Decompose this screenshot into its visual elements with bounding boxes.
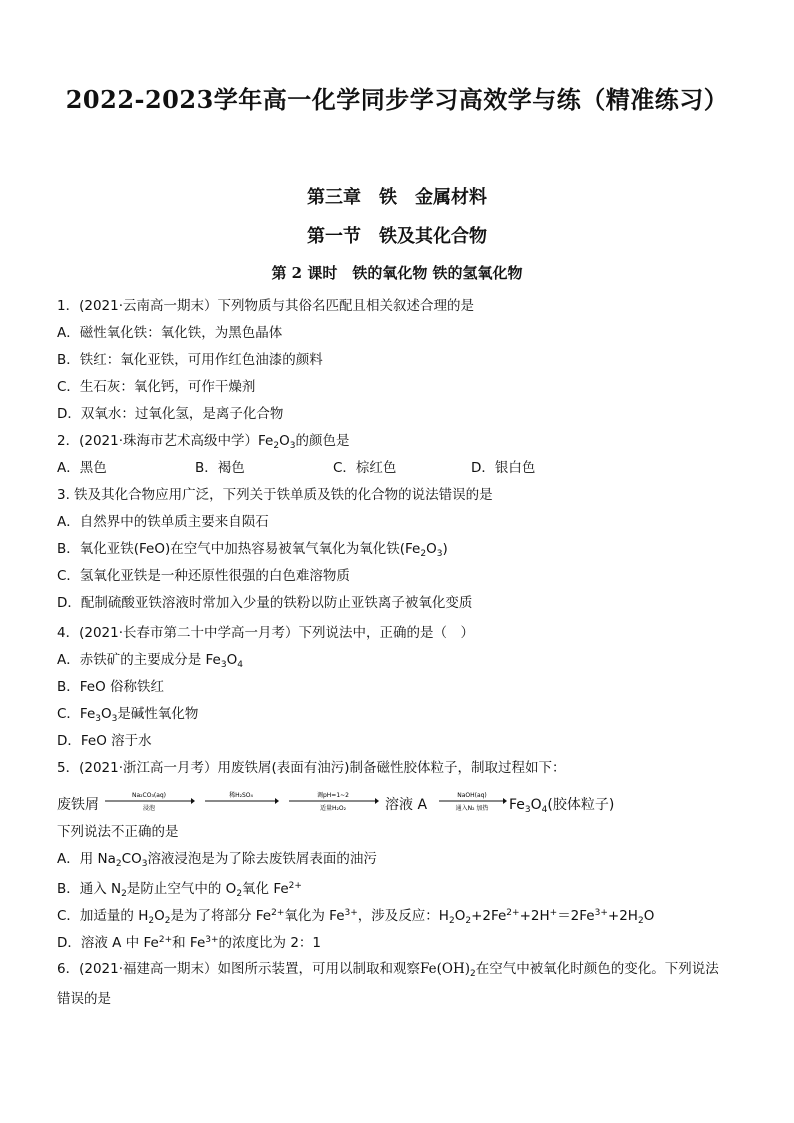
q4-option-d: D．FeO 溶于水 bbox=[57, 733, 152, 749]
lesson-heading: 第 2 课时 铁的氧化物 铁的氢氧化物 bbox=[271, 264, 523, 282]
q5-sub-stem: 下列说法不正确的是 bbox=[57, 824, 179, 840]
flow-arrow-2 bbox=[203, 787, 279, 815]
q5-option-b: B．通入 $N_2$是防止空气中的 $O_2$氧化 $Fe^{2+}$ bbox=[57, 881, 302, 899]
arrow-4-bottom-label: 通入N₂ 加热 bbox=[455, 805, 489, 812]
q2-option-c: C．棕红色 bbox=[333, 460, 397, 476]
q4-option-c: C．$Fe_3O_3$是碱性氧化物 bbox=[57, 706, 199, 724]
q5-option-a: A．用 $Na_2CO_3$溶液浸泡是为了除去废铁屑表面的油污 bbox=[57, 851, 377, 869]
q1-option-c: C．生石灰：氧化钙，可作干燥剂 bbox=[57, 379, 256, 395]
q1-stem: 1．(2021·云南高一期末）下列物质与其俗名匹配且相关叙述合理的是 bbox=[57, 298, 475, 314]
q3-stem: 3. 铁及其化合物应用广泛，下列关于铁单质及铁的化合物的说法错误的是 bbox=[57, 487, 493, 503]
arrow-1-bottom-label: 浸泡 bbox=[142, 805, 156, 812]
q6-stem: 6．(2021·福建高一期末）如图所示装置，可用以制取和观察$Fe(OH)_2$在空气中被氧化时颜色的变化。下列说法 bbox=[57, 961, 719, 979]
q1-option-d: D．双氧水：过氧化氢，是离子化合物 bbox=[57, 406, 284, 422]
flow-arrow-1 bbox=[103, 787, 195, 815]
q2-options bbox=[57, 459, 757, 477]
q5-process-flow bbox=[57, 787, 757, 815]
q2-option-b: B．褐色 bbox=[195, 460, 245, 476]
flow-start: 废铁屑 bbox=[57, 797, 99, 813]
q2-option-d: D．银白色 bbox=[471, 460, 536, 476]
chapter-heading: 第三章 铁 金属材料 bbox=[307, 187, 487, 208]
q4-stem: 4．(2021·长春市第二十中学高一月考）下列说法中，正确的是（ ） bbox=[57, 625, 475, 641]
arrow-2-top-label: 稀H₂SO₄ bbox=[229, 792, 253, 799]
q3-option-b: B．氧化亚铁(FeO)在空气中加热容易被氧气氧化为氧化铁$(Fe_2O_3)$ bbox=[57, 541, 448, 559]
q5-option-c: C．加适量的 $H_2O_2$是为了将部分 $Fe^{2+}$氧化为 $Fe^{3+}$，涉及反应：$H_2O_2+2Fe^{2+}+2H^+=2Fe^{3+}+2H_2O$ bbox=[57, 908, 655, 926]
q6-stem-line2: 错误的是 bbox=[57, 991, 111, 1007]
q3-option-c: C．氢氧化亚铁是一种还原性很强的白色难溶物质 bbox=[57, 568, 350, 584]
q2-stem: 2．(2021·珠海市艺术高级中学）$Fe_2O_3$的颜色是 bbox=[57, 433, 350, 451]
flow-arrow-3 bbox=[287, 787, 379, 815]
document-title: 2022-2023学年高一化学同步学习高效学与练（精准练习） bbox=[65, 85, 729, 114]
q2-option-a: A．黑色 bbox=[57, 460, 107, 476]
q5-option-d: D．溶液 A 中 $Fe^{2+}$和 $Fe^{3+}$的浓度比为 2：1 bbox=[57, 935, 322, 951]
flow-arrow-4 bbox=[437, 787, 507, 815]
section-heading: 第一节 铁及其化合物 bbox=[307, 226, 487, 247]
q1-option-b: B．铁红：氧化亚铁，可用作红色油漆的颜料 bbox=[57, 352, 323, 368]
q4-option-b: B．FeO 俗称铁红 bbox=[57, 679, 165, 695]
flow-mid: 溶液 A bbox=[385, 797, 428, 813]
arrow-4-top-label: NaOH(aq) bbox=[457, 792, 487, 799]
arrow-3-bottom-label: 适量H₂O₂ bbox=[319, 805, 347, 812]
flow-end: $Fe_3O_4$(胶体粒子) bbox=[509, 797, 615, 815]
q5-stem: 5．(2021·浙江高一月考）用废铁屑(表面有油污)制备磁性胶体粒子，制取过程如下： bbox=[57, 760, 566, 776]
arrow-1-top-label: Na₂CO₃(aq) bbox=[131, 792, 167, 799]
q3-option-a: A．自然界中的铁单质主要来自陨石 bbox=[57, 514, 269, 530]
arrow-3-top-label: 调pH=1~2 bbox=[316, 792, 350, 799]
q4-option-a: A．赤铁矿的主要成分是 $Fe_3O_4$ bbox=[57, 652, 243, 670]
q3-option-d: D．配制硫酸亚铁溶液时常加入少量的铁粉以防止亚铁离子被氧化变质 bbox=[57, 595, 473, 611]
q1-option-a: A．磁性氧化铁：氧化铁，为黑色晶体 bbox=[57, 325, 283, 341]
